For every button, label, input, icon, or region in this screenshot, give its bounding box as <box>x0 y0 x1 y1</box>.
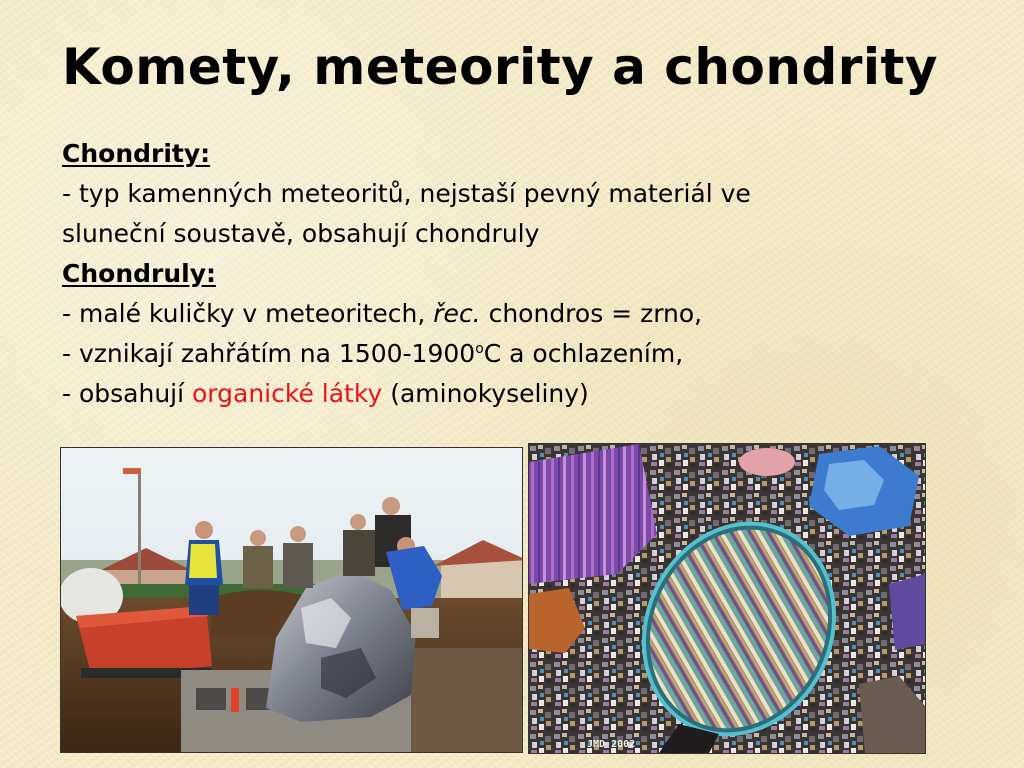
chondruly-line-3-end: (aminokyseliny) <box>382 379 589 408</box>
chondruly-line-1-start: - malé kuličky v meteoritech, <box>62 299 434 328</box>
chondruly-line-3 <box>62 374 962 414</box>
organic-substances-highlight: organické látky <box>192 379 383 408</box>
chondruly-line-2-start: - vznikají zahřátím na 1500-1900 <box>62 339 476 368</box>
degree-superscript: o <box>475 341 484 357</box>
chondruly-line-2-end: C a ochlazením, <box>483 339 684 368</box>
chondruly-line-3-start: - obsahují <box>62 379 193 408</box>
chondruly-line-1-end: chondros = zrno, <box>480 299 703 328</box>
chondruly-line-1-italic: řec. <box>433 299 481 328</box>
meteorite-excavation-photo <box>60 447 523 753</box>
chondrity-line-2: sluneční soustavě, obsahují chondruly <box>62 219 540 248</box>
slide-content <box>62 134 962 414</box>
chondrity-heading: Chondrity: <box>62 139 211 168</box>
chondruly-line-2 <box>62 334 962 374</box>
slide-title: Komety, meteority a chondrity <box>62 38 939 96</box>
chondruly-line-1 <box>62 294 962 334</box>
micrograph-caption: JMD 2002 <box>587 739 636 750</box>
chondruly-heading: Chondruly: <box>62 259 217 288</box>
chondrule-micrograph-photo <box>528 443 926 754</box>
chondrity-line-1: - typ kamenných meteoritů, nejstaší pevný materiál ve <box>62 179 751 208</box>
